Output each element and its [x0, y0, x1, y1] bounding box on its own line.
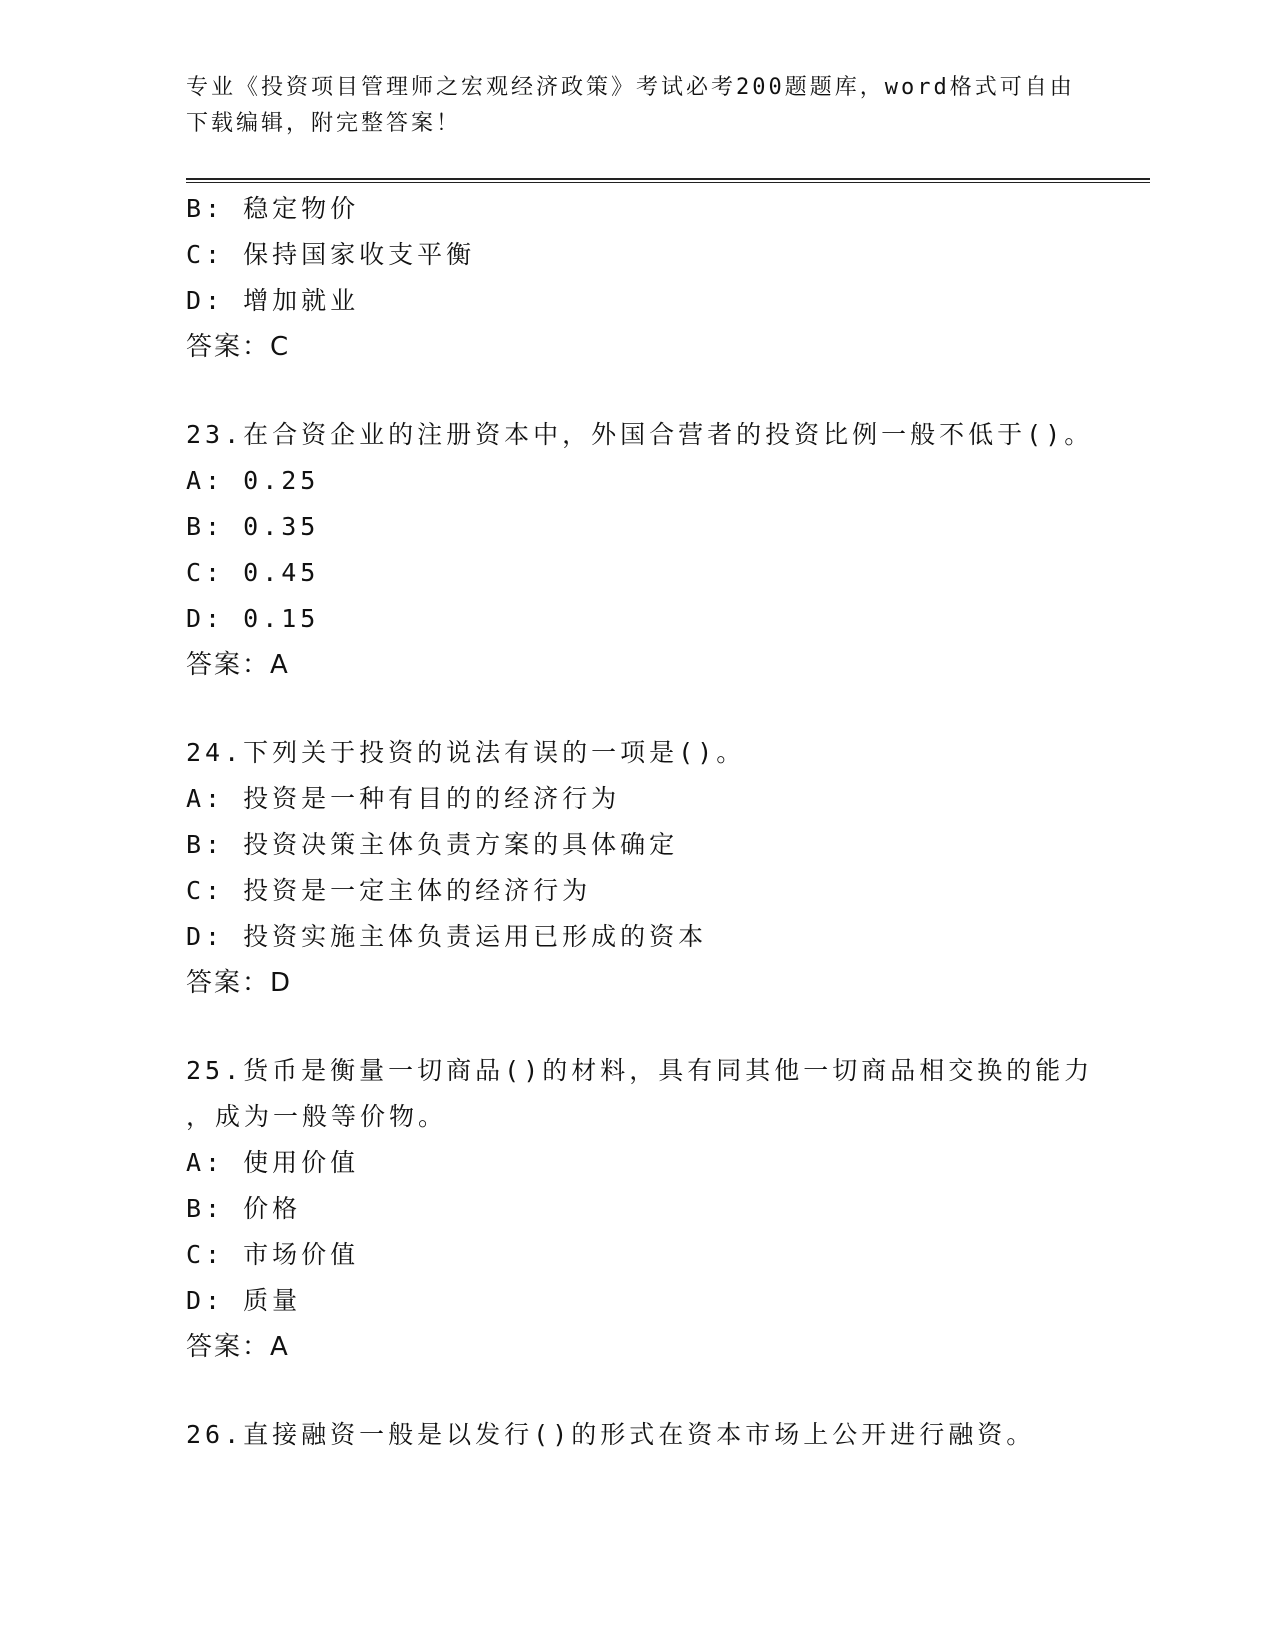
question-25 [186, 1048, 1136, 1370]
option-d: D: 0.15 [186, 604, 320, 633]
divider-line-thin [186, 182, 1150, 183]
divider-line-thick [186, 178, 1150, 180]
carryover-question [186, 186, 1136, 370]
option-d: D: 增加就业 [186, 286, 360, 315]
option-d: D: 质量 [186, 1286, 302, 1315]
option-a: A: 0.25 [186, 466, 320, 495]
header-title: 专业《投资项目管理师之宏观经济政策》考试必考200题题库，word格式可自由下载编辑，附完整答案！ [186, 75, 1075, 136]
question-24 [186, 730, 1136, 1006]
option-d: D: 投资实施主体负责运用已形成的资本 [186, 922, 708, 951]
answer-line: 答案：C [186, 332, 291, 362]
option-b: B: 稳定物价 [186, 194, 360, 223]
question-26 [186, 1412, 1136, 1458]
option-b: B: 0.35 [186, 512, 320, 541]
answer-line: 答案：D [186, 968, 293, 998]
question-text: 26.直接融资一般是以发行()的形式在资本市场上公开进行融资。 [186, 1420, 1036, 1449]
option-b: B: 投资决策主体负责方案的具体确定 [186, 830, 679, 859]
question-text: 24.下列关于投资的说法有误的一项是()。 [186, 738, 746, 767]
answer-line: 答案：A [186, 1332, 290, 1362]
question-text-line-2: ，成为一般等价物。 [186, 1102, 448, 1131]
option-a: A: 投资是一种有目的的经济行为 [186, 784, 621, 813]
option-a: A: 使用价值 [186, 1148, 360, 1177]
option-c: C: 投资是一定主体的经济行为 [186, 876, 592, 905]
document-header [186, 70, 1076, 142]
question-23 [186, 412, 1136, 688]
question-list [186, 186, 1136, 1458]
answer-line: 答案：A [186, 650, 290, 680]
header-divider [186, 178, 1150, 184]
question-text: 23.在合资企业的注册资本中，外国合营者的投资比例一般不低于()。 [186, 420, 1094, 449]
option-c: C: 保持国家收支平衡 [186, 240, 476, 269]
option-b: B: 价格 [186, 1194, 302, 1223]
question-text-line-1: 25.货币是衡量一切商品()的材料，具有同其他一切商品相交换的能力 [186, 1056, 1094, 1085]
option-c: C: 0.45 [186, 558, 320, 587]
option-c: C: 市场价值 [186, 1240, 360, 1269]
